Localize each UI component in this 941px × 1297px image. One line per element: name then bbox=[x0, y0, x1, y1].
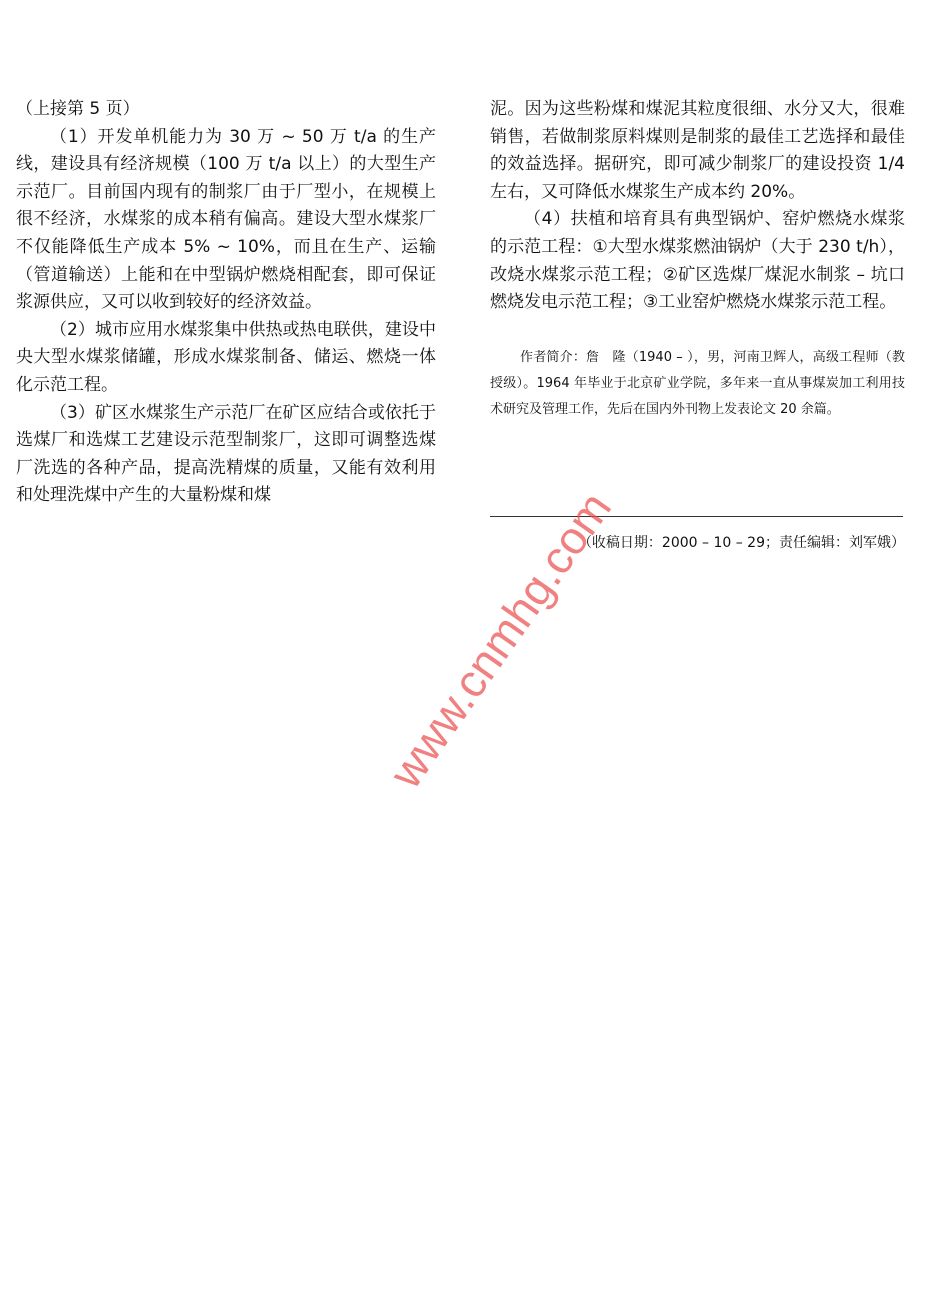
paragraph-3-continued: 泥。因为这些粉煤和煤泥其粒度很细、水分又大，很难销售，若做制浆原料煤则是制浆的最佳工艺选择和最佳的效益选择。据研究，即可减少制浆厂的建设投资 1/4 左右，又可降低水煤浆生产成本约 20%。 bbox=[490, 99, 905, 202]
left-column bbox=[16, 96, 436, 510]
received-date: （收稿日期：2000 – 10 – 29；责任编辑：刘军娥） bbox=[577, 535, 905, 551]
right-column bbox=[490, 96, 905, 423]
paragraph-1: （1）开发单机能力为 30 万 ~ 50 万 t/a 的生产线，建设具有经济规模（100 万 t/a 以上）的大型生产示范厂。目前国内现有的制浆厂由于厂型小，在规模上很不经济，水煤浆的成本稍有偏高。建设大型水煤浆厂不仅能降低生产成本 5% ~ 10%，而且在生产、运输（管道输送）上能和在中型锅炉燃烧相配套，即可保证浆源供应，又可以收到较好的经济效益。 bbox=[16, 126, 436, 313]
paragraph-3: （3）矿区水煤浆生产示范厂在矿区应结合或依托于选煤厂和选煤工艺建设示范型制浆厂，这即可调整选煤厂洗选的各种产品，提高洗精煤的质量，又能有效利用和处理洗煤中产生的大量粉煤和煤 bbox=[16, 402, 436, 506]
paragraph-4: （4）扶植和培育具有典型锅炉、窑炉燃烧水煤浆的示范工程：①大型水煤浆燃油锅炉（大于 230 t/h），改烧水煤浆示范工程；②矿区选煤厂煤泥水制浆 – 坑口燃烧发电示范工程；③工业窑炉燃烧水煤浆示范工程。 bbox=[490, 209, 905, 313]
author-bio: 作者简介：詹 隆（1940 – ），男，河南卫辉人，高级工程师（教授级）。1964 年毕业于北京矿业学院，多年来一直从事煤炭加工利用技术研究及管理工作，先后在国内外刊物上发表论文 20 余篇。 bbox=[490, 349, 905, 417]
paragraph-2: （2）城市应用水煤浆集中供热或热电联供，建设中央大型水煤浆储罐，形成水煤浆制备、储运、燃烧一体化示范工程。 bbox=[16, 319, 436, 395]
continued-note: （上接第 5 页） bbox=[16, 99, 140, 119]
watermark: www.cnmhg.com bbox=[379, 482, 622, 798]
